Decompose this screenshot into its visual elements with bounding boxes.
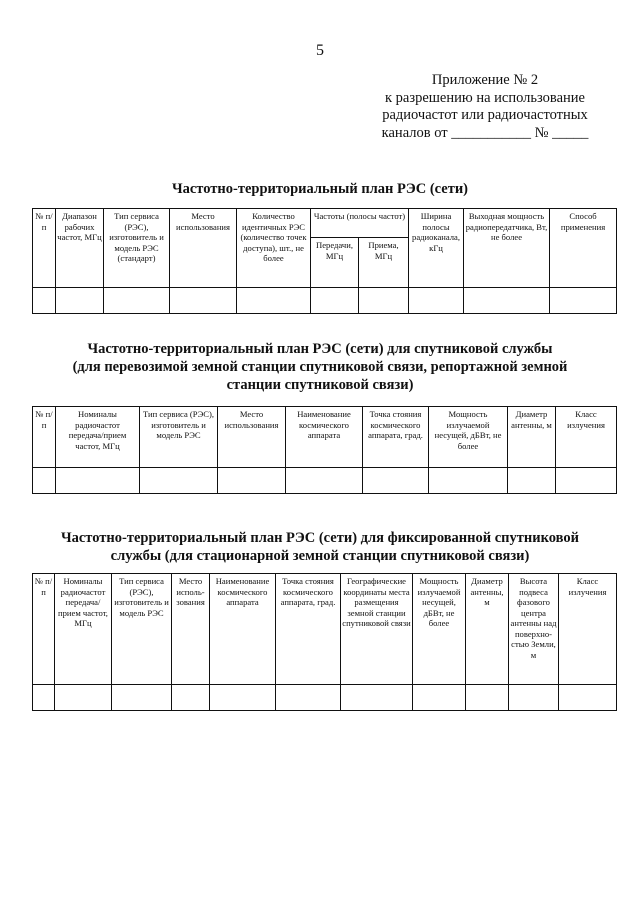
cell (559, 685, 617, 711)
table-row (33, 288, 617, 314)
header-tx: Передачи, МГц (311, 238, 359, 288)
header-emission-class: Класс излучения (559, 574, 617, 685)
header-coordinates: Географические координаты места размещения земной станции спутниковой связи (341, 574, 413, 685)
cell (172, 685, 210, 711)
cell (218, 468, 286, 494)
cell (237, 288, 311, 314)
appendix-line: каналов от ___________ № _____ (381, 124, 589, 141)
cell (409, 288, 464, 314)
cell (104, 288, 170, 314)
header-power: Мощность излучаемой несущей, дБВт, не более (413, 574, 466, 685)
header-emission-class: Класс излучения (556, 407, 617, 468)
cell (33, 288, 56, 314)
appendix-block (360, 72, 610, 142)
header-power: Мощность излучаемой несущей, дБВт, не более (429, 407, 508, 468)
header-num: № п/п (33, 209, 56, 288)
header-location: Место исполь-зования (172, 574, 210, 685)
header-antenna: Диаметр антенны, м (508, 407, 556, 468)
table-section3 (32, 573, 617, 711)
header-orbit-point: Точка стояния космического аппарата, град. (363, 407, 429, 468)
cell (359, 288, 409, 314)
header-num: № п/п (33, 574, 55, 685)
appendix-title: Приложение № 2 (431, 72, 539, 88)
cell (170, 288, 237, 314)
cell (56, 288, 104, 314)
cell (508, 468, 556, 494)
cell (429, 468, 508, 494)
header-service: Тип сервиса (РЭС), изготовитель и модель РЭС (140, 407, 218, 468)
header-num: № п/п (33, 407, 56, 468)
header-satellite: Наименование космического аппарата (286, 407, 363, 468)
header-range: Диапазон рабочих частот, МГц (56, 209, 104, 288)
table-row (33, 468, 617, 494)
cell (56, 468, 140, 494)
header-service: Тип сервиса (РЭС), изготовитель и модель РЭС (112, 574, 172, 685)
section1-title: Частотно-территориальный план РЭС (сети) (171, 181, 469, 197)
cell (33, 685, 55, 711)
cell (276, 685, 341, 711)
section2-title: Частотно-территориальный план РЭС (сети) для спутниковой службы (для перевозимой земной станции спутниковой связи, репортажной земной станции спутниковой связи) (72, 341, 568, 393)
cell (55, 685, 112, 711)
cell (550, 288, 617, 314)
header-orbit-point: Точка стояния космического аппарата, град. (276, 574, 341, 685)
cell (363, 468, 429, 494)
cell (466, 685, 509, 711)
appendix-line: к разрешению на использование (385, 89, 585, 106)
section3-title: Частотно-территориальный план РЭС (сети) для фиксированной спутниковой службы (для стационарной земной станции спутниковой связи) (60, 530, 579, 564)
cell (556, 468, 617, 494)
header-location: Место использования (170, 209, 237, 288)
cell (413, 685, 466, 711)
header-location: Место использования (218, 407, 286, 468)
header-bandwidth: Ширина полосы радиоканала, кГц (409, 209, 464, 288)
header-nominals: Номиналы радиочастот передача/прием частот, МГц (56, 407, 140, 468)
header-height: Высота подвеса фазового центра антенны над поверхно-стью Земли, м (509, 574, 559, 685)
header-frequencies: Частоты (полосы частот) (311, 209, 409, 238)
page-number: 5 (316, 42, 324, 59)
header-antenna: Диаметр антенны, м (466, 574, 509, 685)
cell (509, 685, 559, 711)
cell (210, 685, 276, 711)
cell (140, 468, 218, 494)
header-power: Выходная мощность радиопередатчика, Вт, не более (464, 209, 550, 288)
header-satellite: Наименование космического аппарата (210, 574, 276, 685)
cell (311, 288, 359, 314)
header-rx: Приема, МГц (359, 238, 409, 288)
cell (464, 288, 550, 314)
header-nominals: Номиналы радиочастот передача/ прием частот, МГц (55, 574, 112, 685)
header-method: Способ применения (550, 209, 617, 288)
table-section2 (32, 406, 617, 494)
cell (286, 468, 363, 494)
cell (33, 468, 56, 494)
header-count: Количество идентичных РЭС (количество точек доступа), шт., не более (237, 209, 311, 288)
table-row (33, 685, 617, 711)
cell (112, 685, 172, 711)
table-section1 (32, 208, 617, 314)
cell (341, 685, 413, 711)
appendix-line: радиочастот или радиочастотных (382, 107, 588, 123)
header-service: Тип сервиса (РЭС), изготовитель и модель РЭС (стандарт) (104, 209, 170, 288)
